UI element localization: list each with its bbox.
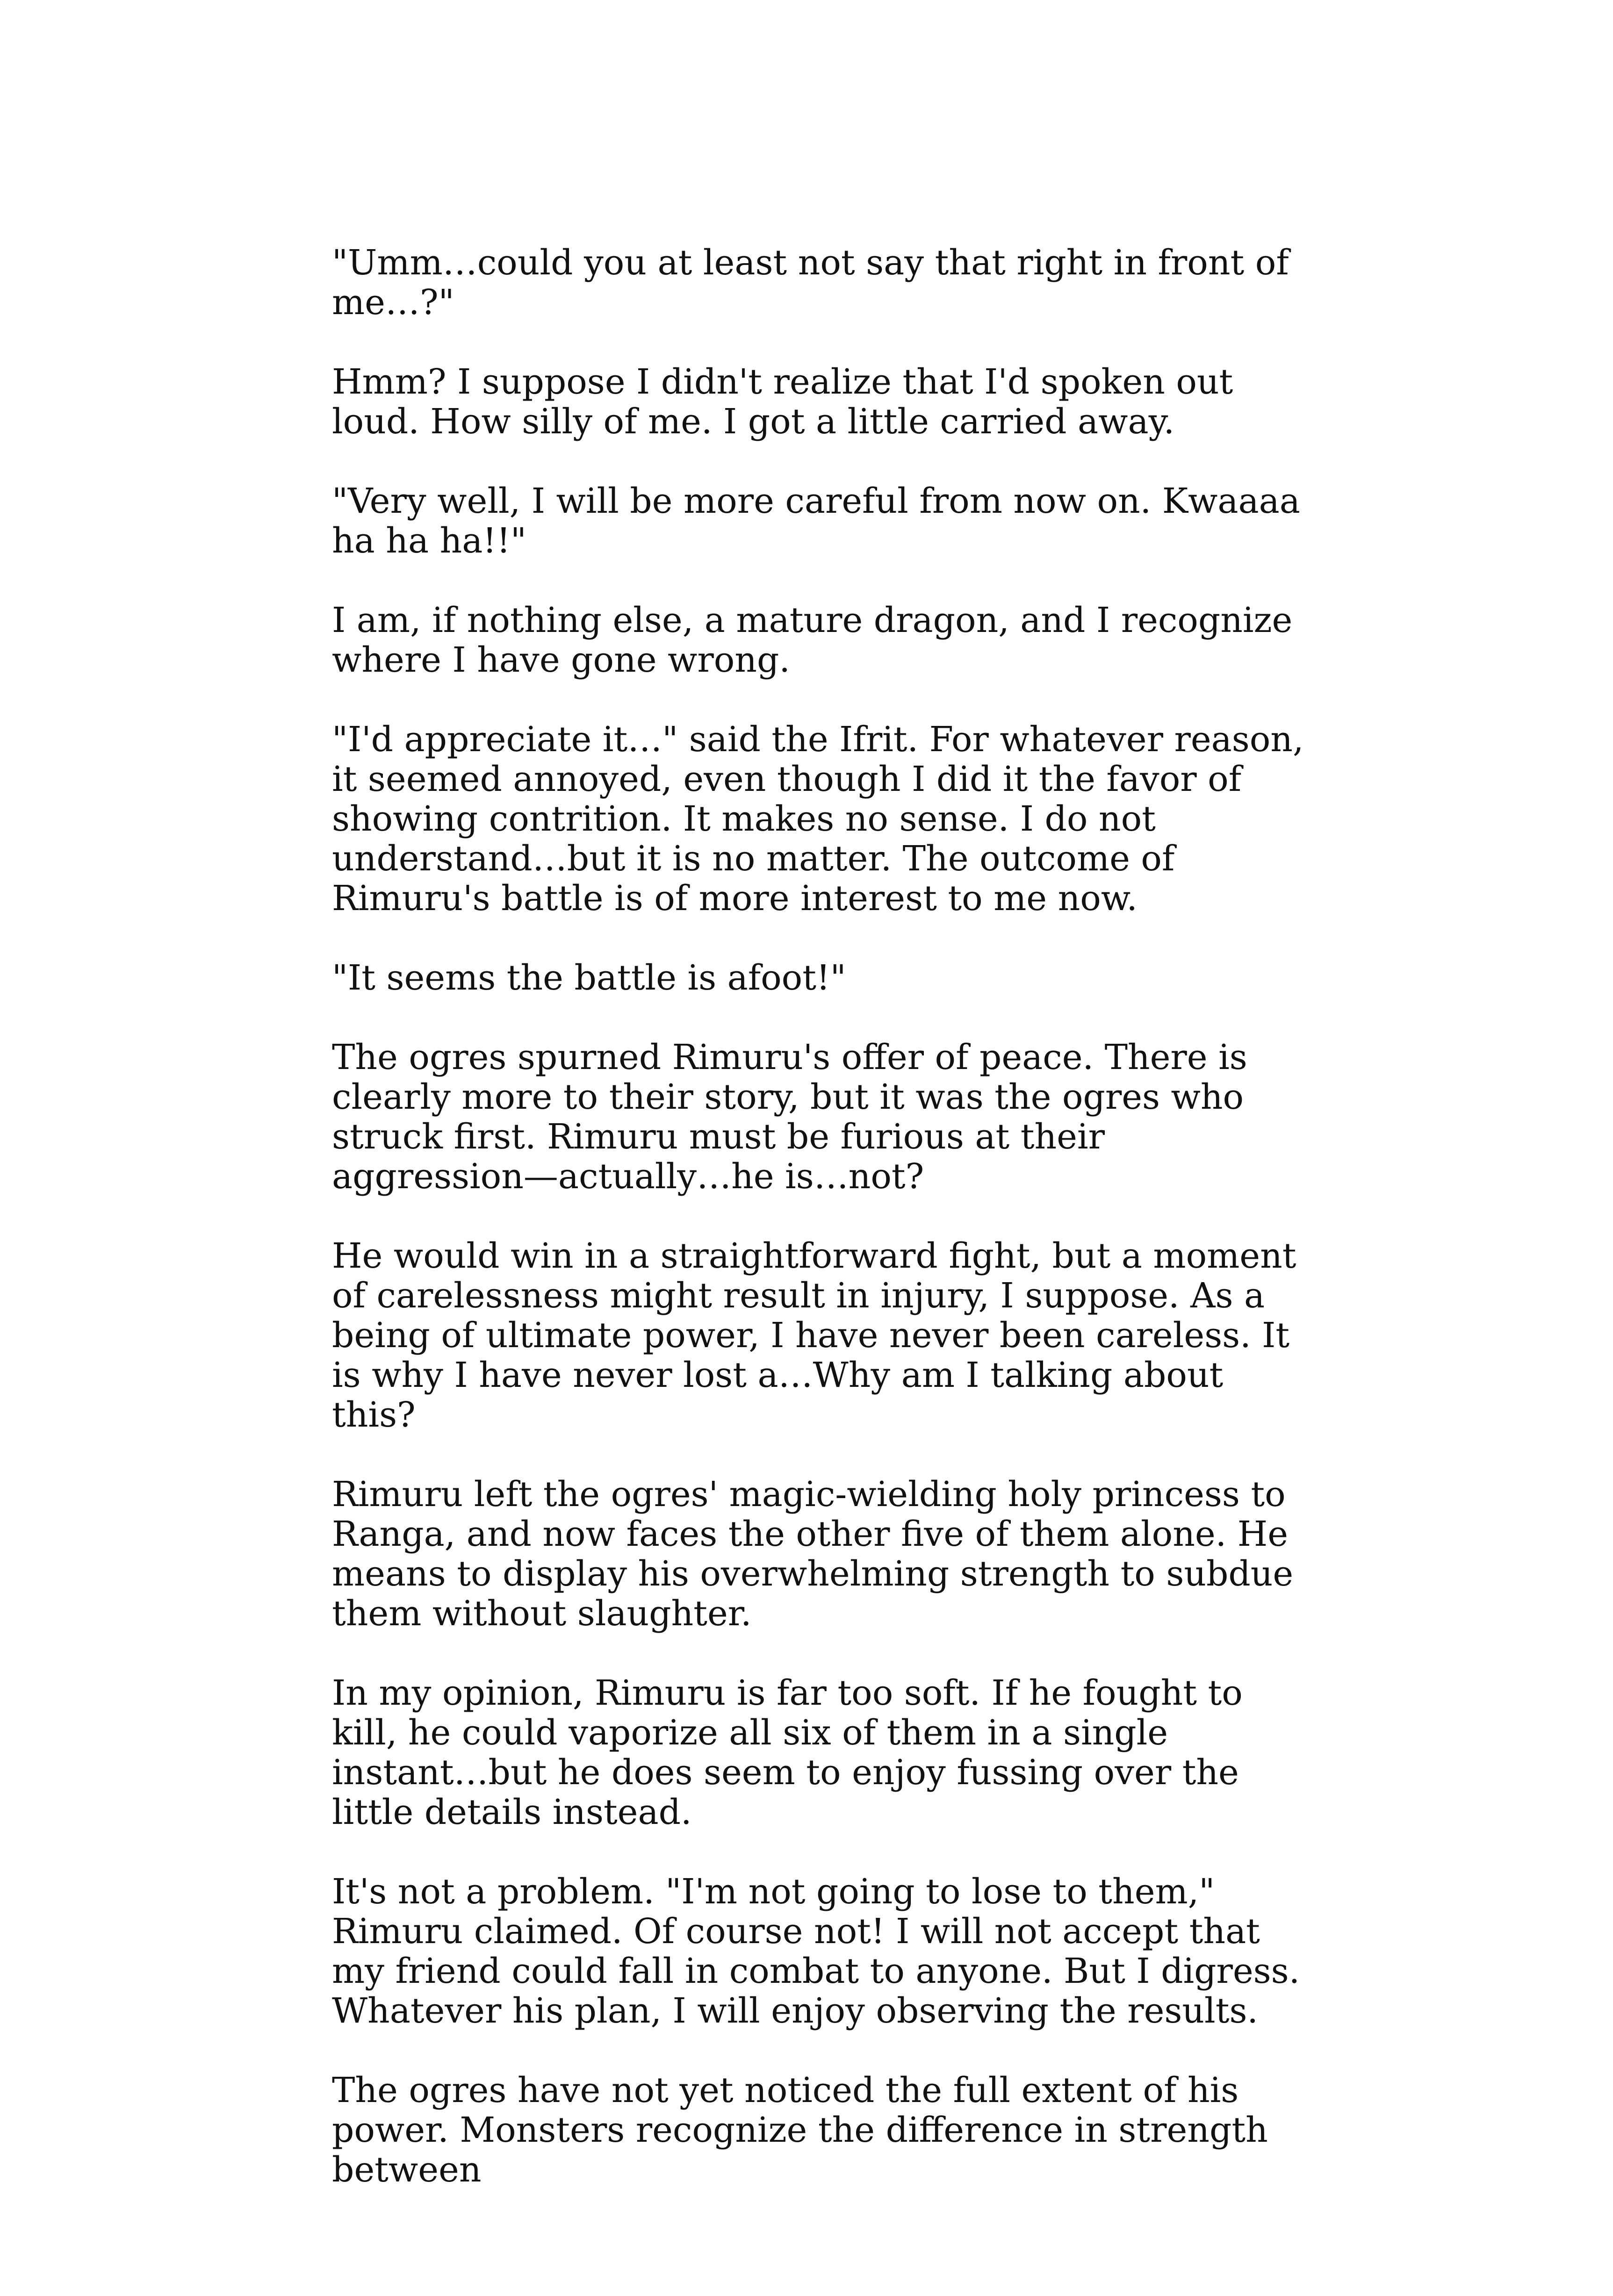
paragraph: The ogres have not yet noticed the full extent of his power. Monsters recognize the difference in strength between — [332, 2070, 1268, 2190]
paragraph: It's not a problem. "I'm not going to lose to them," Rimuru claimed. Of course not! I will not accept that my friend could fall in combat to anyone. But I digress. Whatever his plan, I will enjoy observing the results. — [332, 1872, 1300, 2031]
paragraph: I am, if nothing else, a mature dragon, and I recognize where I have gone wrong. — [332, 600, 1293, 680]
text-column — [332, 243, 1304, 2230]
paragraph: "I'd appreciate it…" said the Ifrit. For whatever reason, it seemed annoyed, even though I did it the favor of showing contrition. It makes no sense. I do not understand…but it is no matter. The outcome of Rimuru's battle is of more interest to me now. — [332, 719, 1304, 918]
paragraph: In my opinion, Rimuru is far too soft. If he fought to kill, he could vaporize all six of them in a single instant…but he does seem to enjoy fussing over the little details instead. — [332, 1673, 1243, 1832]
paragraph: "It seems the battle is afoot!" — [332, 958, 846, 998]
paragraph: The ogres spurned Rimuru's offer of peace. There is clearly more to their story, but it was the ogres who struck first. Rimuru must be furious at their aggression—actually…he is…not? — [332, 1037, 1247, 1197]
paragraph: "Umm…could you at least not say that right in front of me…?" — [332, 243, 1289, 323]
paragraph: Rimuru left the ogres' magic-wielding holy princess to Ranga, and now faces the other five of them alone. He means to display his overwhelming strength to subdue them without slaughter. — [332, 1474, 1294, 1634]
paragraph: Hmm? I suppose I didn't realize that I'd spoken out loud. How silly of me. I got a little carried away. — [332, 362, 1233, 442]
paragraph: He would win in a straightforward fight, but a moment of carelessness might result in injury, I suppose. As a being of ultimate power, I have never been careless. It is why I have never lost a…Why am I talking about this? — [332, 1236, 1296, 1435]
paragraph: "Very well, I will be more careful from now on. Kwaaaa ha ha ha!!" — [332, 481, 1300, 561]
